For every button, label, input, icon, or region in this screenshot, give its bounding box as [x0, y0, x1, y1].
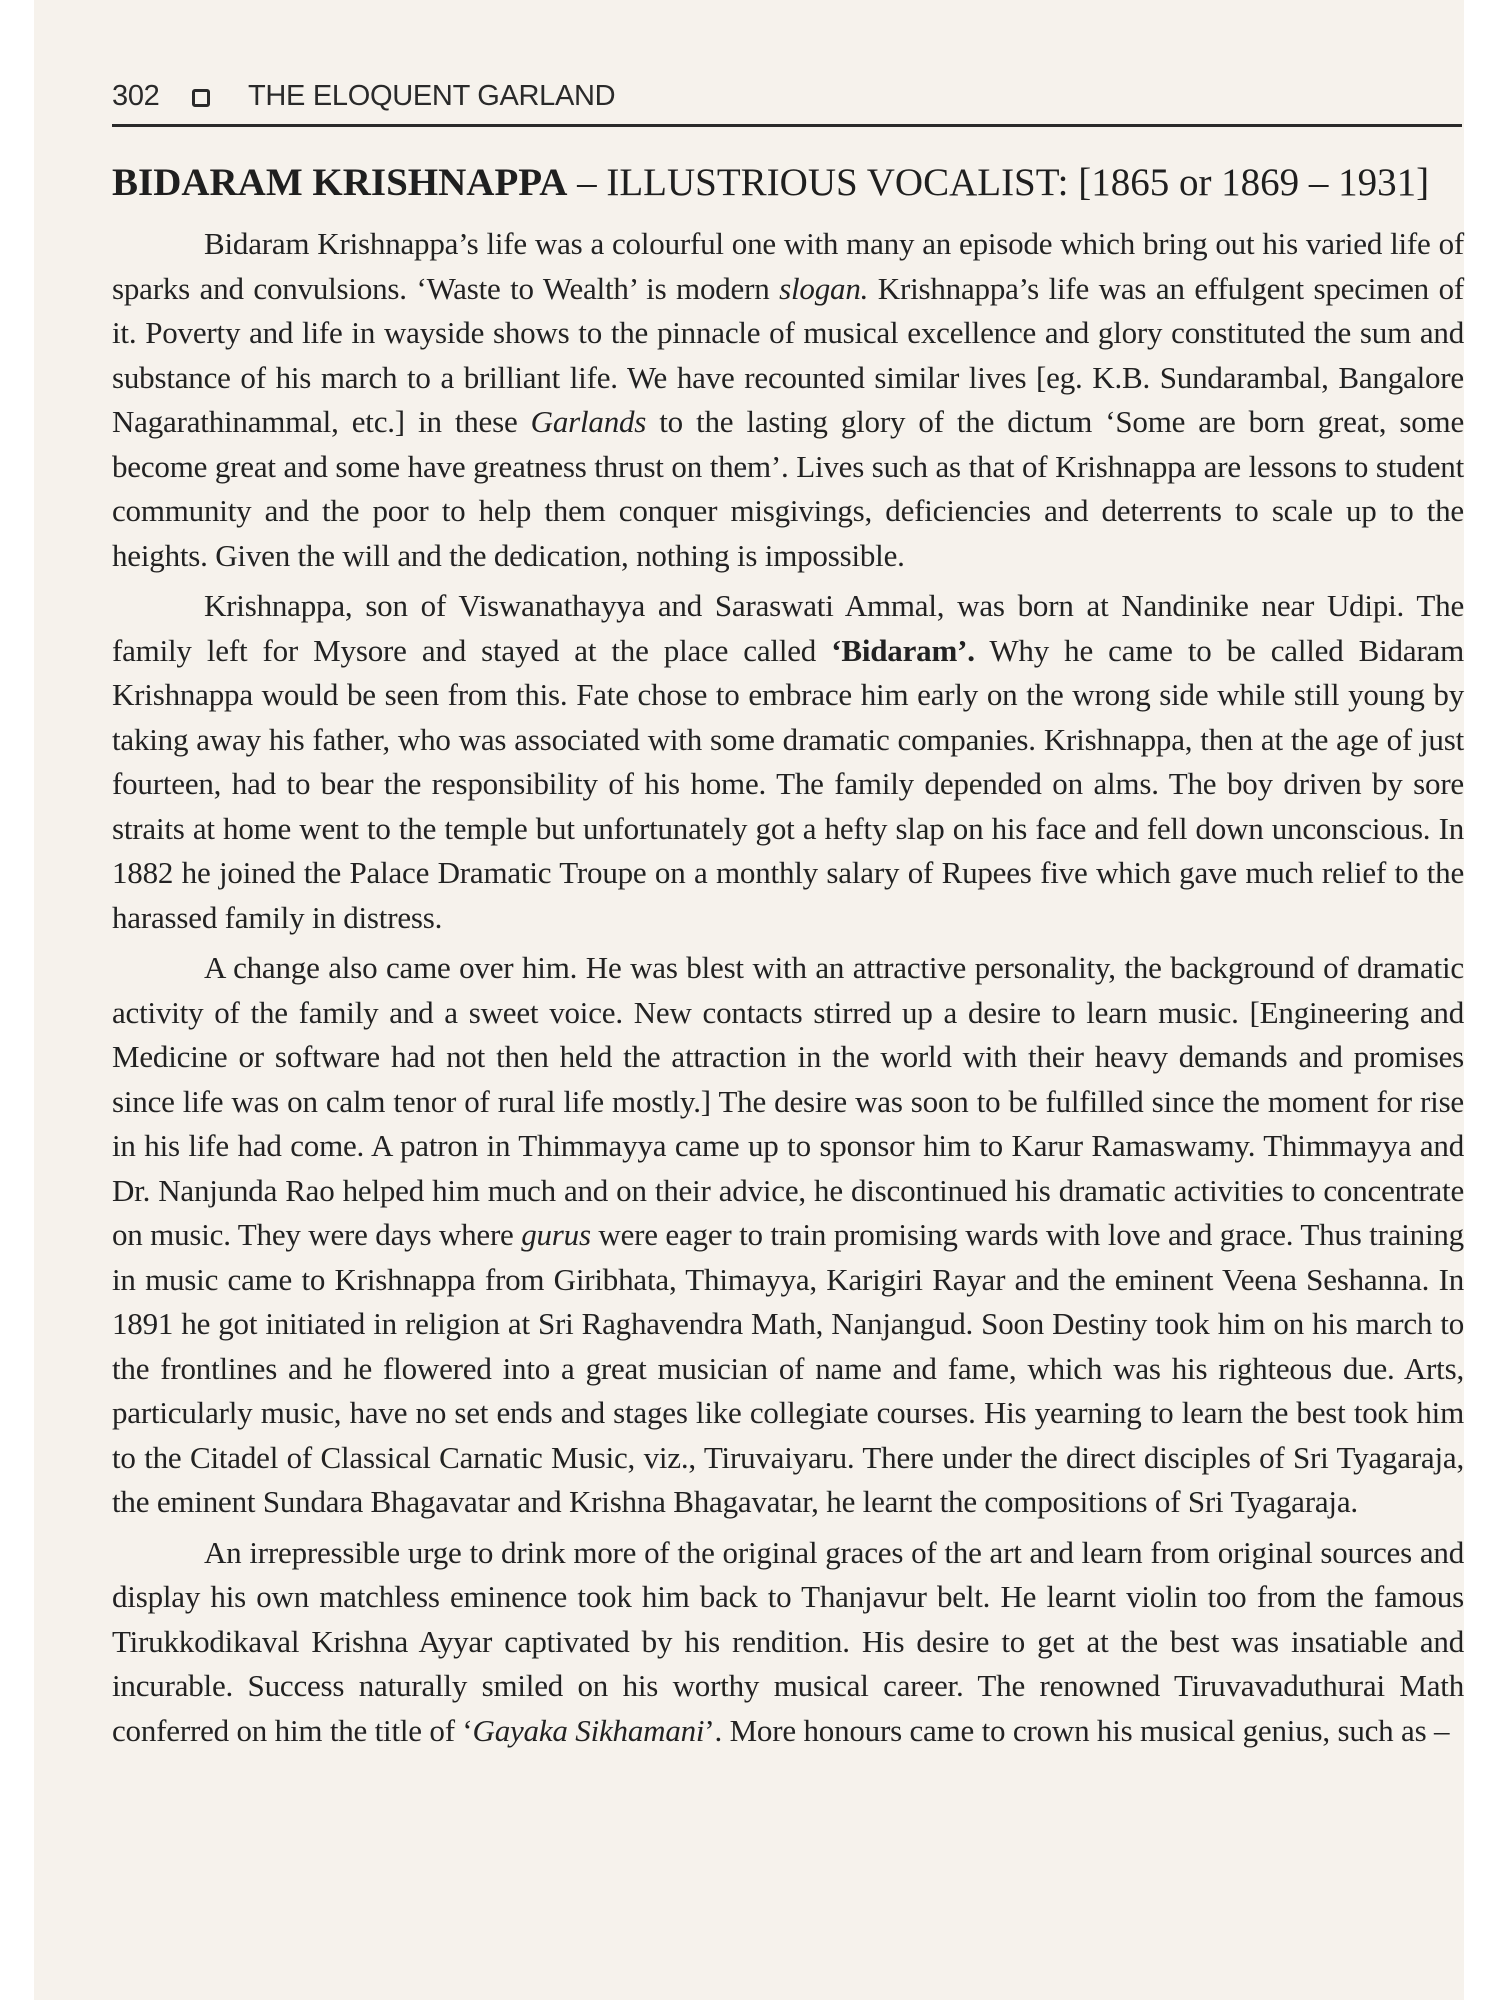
text-run: to the lasting glory of the dictum ‘Some are born great, some become great and some have greatness thrust on them’. Lives such as that of Krishnappa are lessons to student community and the poor to help them conquer misgivings, deficiencies and deterrents to scale up to the heights. Given the will and the dedication, nothing is impossible. [112, 404, 1464, 573]
paragraph-2 [112, 584, 1464, 940]
italic-term: gurus [521, 1217, 591, 1252]
book-page [34, 0, 1464, 2000]
text-run: An irrepressible urge to drink more of the original graces of the art and learn from original sources and display his own matchless eminence took him back to Thanjavur belt. He learnt violin too from the famous Tirukkodikaval Krishna Ayyar captivated by his rendition. His desire to get at the best was insatiable and incurable. Success naturally smiled on his worthy musical career. The renowned Tiruvavaduthurai Math conferred on him the title of ‘ [112, 1534, 1464, 1748]
text-run: Krishnappa’s life was an effulgent specimen of it. Poverty and life in wayside shows to the pinnacle of musical excellence and glory constituted the sum and substance of his march to a brilliant life. We have recounted similar lives [eg. K.B. Sundarambal, Bangalore Nagarathinammal, etc.] in these [112, 270, 1464, 439]
italic-term: Garlands [530, 404, 647, 439]
square-bullet-icon [192, 89, 210, 107]
paragraph-4 [112, 1531, 1464, 1754]
book-title: THE ELOQUENT GARLAND [248, 80, 616, 112]
title-name: BIDARAM KRISHNAPPA [112, 161, 568, 204]
italic-term: Gayaka Sikhamani [472, 1712, 705, 1748]
text-run: were eager to train promising wards with love and grace. Thus training in music came to Krishnappa from Giribhata, Thimayya, Karigiri Rayar and the eminent Veena Seshanna. In 1891 he got initiated in religion at Sri Raghavendra Math, Nanjangud. Soon Destiny took him on his march to the frontlines and he flowered into a great musician of name and fame, which was his righteous due. Arts, particularly music, have no set ends and stages like collegiate courses. His yearning to learn the best took him to the Citadel of Classical Carnatic Music, viz., Tiruvaiyaru. There under the direct disciples of Sri Tyagaraja, the eminent Sundara Bhagavatar and Krishna Bhagavatar, he learnt the compositions of Sri Tyagaraja. [112, 1217, 1464, 1519]
text-run: Krishnappa, son of Viswanathayya and Saraswati Ammal, was born at Nandinike near Udipi. The family left for Mysore and stayed at the place called [112, 588, 1464, 668]
title-subtitle: – ILLUSTRIOUS VOCALIST: [1865 or 1869 – 1931] [567, 161, 1430, 204]
text-run: ’. More honours came to crown his musical genius, such as – [704, 1712, 1450, 1748]
text-run: Bidaram Krishnappa’s life was a colourful one with many an episode which bring out his varied life of sparks and convulsions. ‘Waste to Wealth’ is modern [112, 226, 1464, 306]
paragraph-3 [112, 946, 1464, 1525]
bold-term: ‘Bidaram’. [831, 632, 975, 668]
text-run: A change also came over him. He was blest with an attractive personality, the background of dramatic activity of the family and a sweet voice. New contacts stirred up a desire to learn music. [Engineering and Medicine or software had not then held the attraction in the world with their heavy demands and promises since life was on calm tenor of rural life mostly.] The desire was soon to be fulfilled since the moment for rise in his life had come. A patron in Thimmayya came up to sponsor him to Karur Ramaswamy. Thimmayya and Dr. Nanjunda Rao helped him much and on their advice, he discontinued his dramatic activities to concentrate on music. They were days where [112, 950, 1464, 1252]
article-body [112, 222, 1464, 1759]
text-run: Why he came to be called Bidaram Krishnappa would be seen from this. Fate chose to embrace him early on the wrong side while still young by taking away his father, who was associated with some dramatic companies. Krishnappa, then at the age of just fourteen, had to bear the responsibility of his home. The family depended on alms. The boy driven by sore straits at home went to the temple but unfortunately got a hefty slap on his face and fell down unconscious. In 1882 he joined the Palace Dramatic Troupe on a monthly salary of Rupees five which gave much relief to the harassed family in distress. [112, 632, 1464, 935]
page-number: 302 [112, 80, 160, 112]
running-header [112, 80, 1462, 127]
paragraph-1 [112, 222, 1464, 578]
article-title [112, 158, 1472, 208]
italic-term: slogan. [779, 270, 869, 306]
